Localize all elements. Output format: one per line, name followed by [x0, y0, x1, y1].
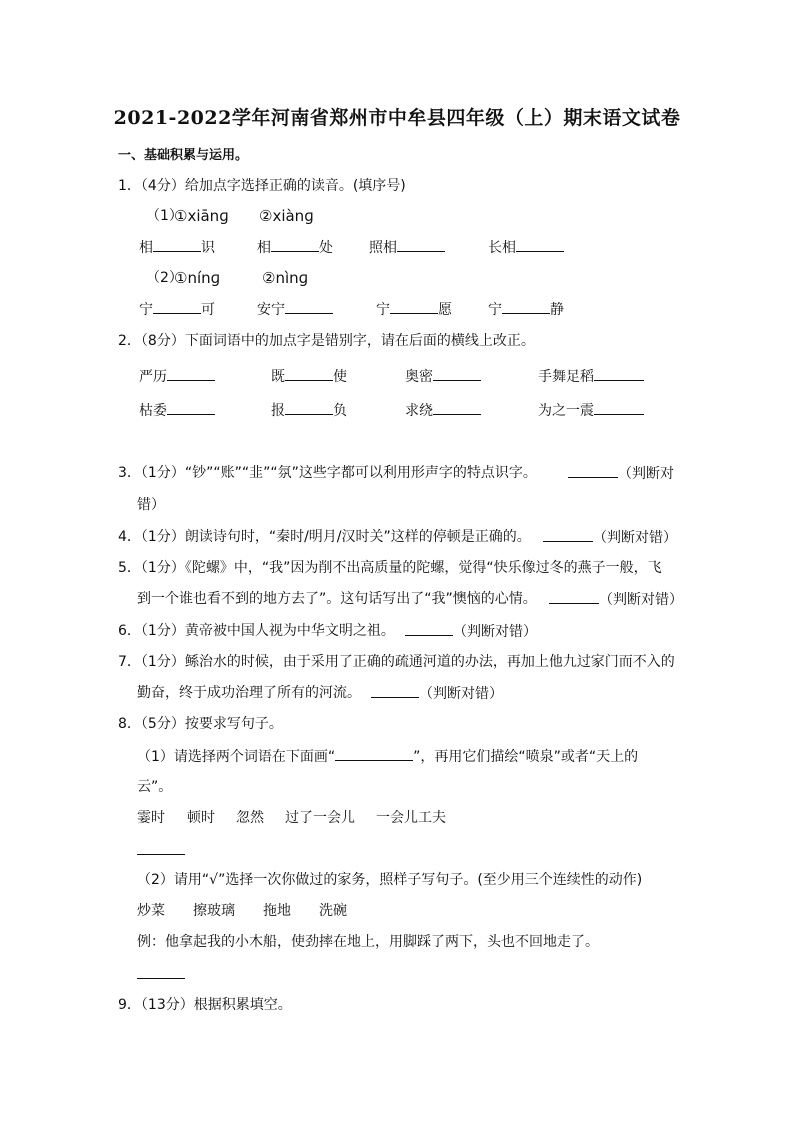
answer-blank[interactable] [594, 400, 644, 415]
q1-sub2-option1: ①nínɡ [174, 269, 221, 287]
answer-blank[interactable] [285, 366, 333, 381]
item-pre: 求绕 [405, 403, 433, 419]
answer-blank[interactable] [137, 964, 185, 979]
question-5-tail [549, 589, 683, 610]
q4-tail: （判断对错） [593, 530, 677, 546]
chore-option: 擦玻璃 [193, 903, 235, 919]
item-pre: 报 [271, 403, 285, 419]
underline-sample [335, 746, 413, 761]
q7-text: 勤奋，终于成功治理了所有的河流。 [137, 685, 361, 701]
item-pre: 为之一震 [538, 403, 594, 419]
item-post: 识 [201, 240, 215, 256]
answer-blank[interactable] [167, 400, 215, 415]
question-2-stem: 2．（8分）下面词语中的加点字是错别字，请在后面的横线上改正。 [118, 333, 535, 349]
q2-row2-item1 [139, 400, 215, 421]
q1-sub1-option1: ①xiānɡ [174, 207, 229, 225]
item-pre: 既 [271, 369, 285, 385]
q8-sub1-answer [137, 840, 185, 861]
item-pre: 宁 [376, 302, 390, 318]
question-7-line2 [137, 683, 361, 703]
question-4 [118, 527, 531, 547]
q8-sub2-answer [137, 964, 185, 985]
question-5-line1: 5．（1分）《陀螺》中，“我”因为削不出高质量的陀螺，觉得“快乐像过冬的燕子一般，飞 [118, 560, 662, 576]
q5-tail: （判断对错） [599, 592, 683, 608]
judgment-blank[interactable] [371, 683, 419, 698]
section-heading: 一、基础积累与运用。 [118, 148, 249, 163]
q3-tail: （判断对 [618, 466, 674, 482]
q8-sub1 [137, 746, 638, 767]
page-title: 2021-2022学年河南省郑州市中牟县四年级（上）期末语文试卷 [113, 107, 681, 129]
item-post: 负 [333, 403, 347, 419]
answer-blank[interactable] [137, 840, 185, 855]
chore-option: 洗碗 [319, 903, 347, 919]
q2-row1-item2 [271, 366, 347, 387]
judgment-blank[interactable] [568, 463, 618, 478]
answer-blank[interactable] [594, 366, 644, 381]
question-5-line2 [137, 589, 537, 609]
item-pre: 宁 [488, 302, 502, 318]
q6-text: 6．（1分）黄帝被中国人视为中华文明之祖。 [118, 623, 395, 639]
q5-text: 到一个谁也看不到的地方去了”。这句话写出了“我”懊恼的心情。 [137, 591, 537, 607]
question-7-line1: 7．（1分）鲧治水的时候，由于采用了正确的疏通河道的办法，再加上他九过家门而不入的 [118, 654, 675, 670]
item-post: 愿 [438, 302, 452, 318]
q1-row1-item3 [369, 237, 445, 258]
q6-tail: （判断对错） [453, 624, 537, 640]
answer-blank[interactable] [433, 400, 481, 415]
q2-row1-item1 [139, 366, 215, 387]
judgment-blank[interactable] [549, 589, 599, 604]
q8-sub1-post: ”，再用它们描绘“喷泉”或者“天上的 [413, 749, 639, 765]
q1-row2-item3 [376, 299, 452, 320]
word-option: 霎时 [137, 810, 165, 826]
question-8-stem: 8．（5分）按要求写句子。 [118, 716, 283, 732]
answer-blank[interactable] [502, 299, 550, 314]
q2-row2-item3 [405, 400, 481, 421]
q1-row1-item4 [488, 237, 564, 258]
item-pre: 照相 [369, 240, 397, 256]
q8-sub1-pre: （1）请选择两个词语在下面画“ [137, 749, 336, 765]
question-9-stem: 9．（13分）根据积累填空。 [118, 997, 292, 1013]
q8-sub1-line2: 云”。 [137, 779, 173, 795]
answer-blank[interactable] [397, 237, 445, 252]
q1-row1-item2 [257, 237, 333, 258]
item-pre: 相 [139, 240, 153, 256]
chore-option: 炒菜 [137, 903, 165, 919]
item-post: 使 [333, 369, 347, 385]
question-7-tail [371, 683, 503, 704]
item-pre: 宁 [139, 302, 153, 318]
item-pre: 长相 [488, 240, 516, 256]
question-3-line2: 错） [137, 497, 165, 513]
item-pre: 枯委 [139, 403, 167, 419]
q1-row2-item2 [257, 299, 333, 320]
question-4-tail [543, 527, 677, 548]
q1-row2-item4 [488, 299, 564, 320]
item-post: 可 [201, 302, 215, 318]
word-option: 忽然 [236, 810, 264, 826]
answer-blank[interactable] [153, 237, 201, 252]
judgment-blank[interactable] [405, 621, 453, 636]
item-pre: 安宁 [257, 302, 285, 318]
item-pre: 手舞足稻 [538, 369, 594, 385]
q1-row2-item1 [139, 299, 215, 320]
answer-blank[interactable] [285, 400, 333, 415]
word-option: 过了一会儿 [285, 810, 355, 826]
question-3 [118, 463, 537, 483]
item-pre: 相 [257, 240, 271, 256]
q1-sub1-option2: ②xiànɡ [259, 207, 314, 225]
q2-row2-item2 [271, 400, 347, 421]
q7-tail: （判断对错） [419, 686, 503, 702]
q8-sub2: （2）请用“√”选择一次你做过的家务，照样子写句子。(至少用三个连续性的动作) [137, 872, 643, 888]
q1-sub2-option2: ②nìnɡ [262, 269, 309, 287]
q2-row1-item3 [405, 366, 481, 387]
q1-row1-item1 [139, 237, 215, 258]
answer-blank[interactable] [516, 237, 564, 252]
q3-text: 3．（1分）“钞”“账”“韭”“氛”这些字都可以利用形声字的特点识字。 [118, 465, 537, 481]
answer-blank[interactable] [167, 366, 215, 381]
q1-sub1-label: （1） [146, 208, 183, 224]
q2-row1-item4 [538, 366, 644, 387]
question-6-tail [405, 621, 537, 642]
answer-blank[interactable] [153, 299, 201, 314]
q1-sub2-label: （2） [146, 270, 183, 286]
word-option: 顿时 [187, 810, 215, 826]
chore-option: 拖地 [263, 903, 291, 919]
question-1-stem: 1．（4分）给加点字选择正确的读音。(填序号) [118, 178, 406, 194]
q8-example: 例：他拿起我的小木船，使劲摔在地上，用脚踩了两下，头也不回地走了。 [137, 934, 599, 950]
question-3-tail [568, 463, 674, 484]
answer-blank[interactable] [433, 366, 481, 381]
q2-row2-item4 [538, 400, 644, 421]
item-post: 静 [550, 302, 564, 318]
question-6 [118, 621, 395, 641]
judgment-blank[interactable] [543, 527, 593, 542]
word-option: 一会儿工夫 [376, 810, 446, 826]
answer-blank[interactable] [271, 237, 319, 252]
answer-blank[interactable] [285, 299, 333, 314]
q4-text: 4．（1分）朗读诗句时，“秦时/明月/汉时关”这样的停顿是正确的。 [118, 529, 531, 545]
answer-blank[interactable] [390, 299, 438, 314]
item-post: 处 [319, 240, 333, 256]
item-pre: 严历 [139, 369, 167, 385]
item-pre: 奥密 [405, 369, 433, 385]
